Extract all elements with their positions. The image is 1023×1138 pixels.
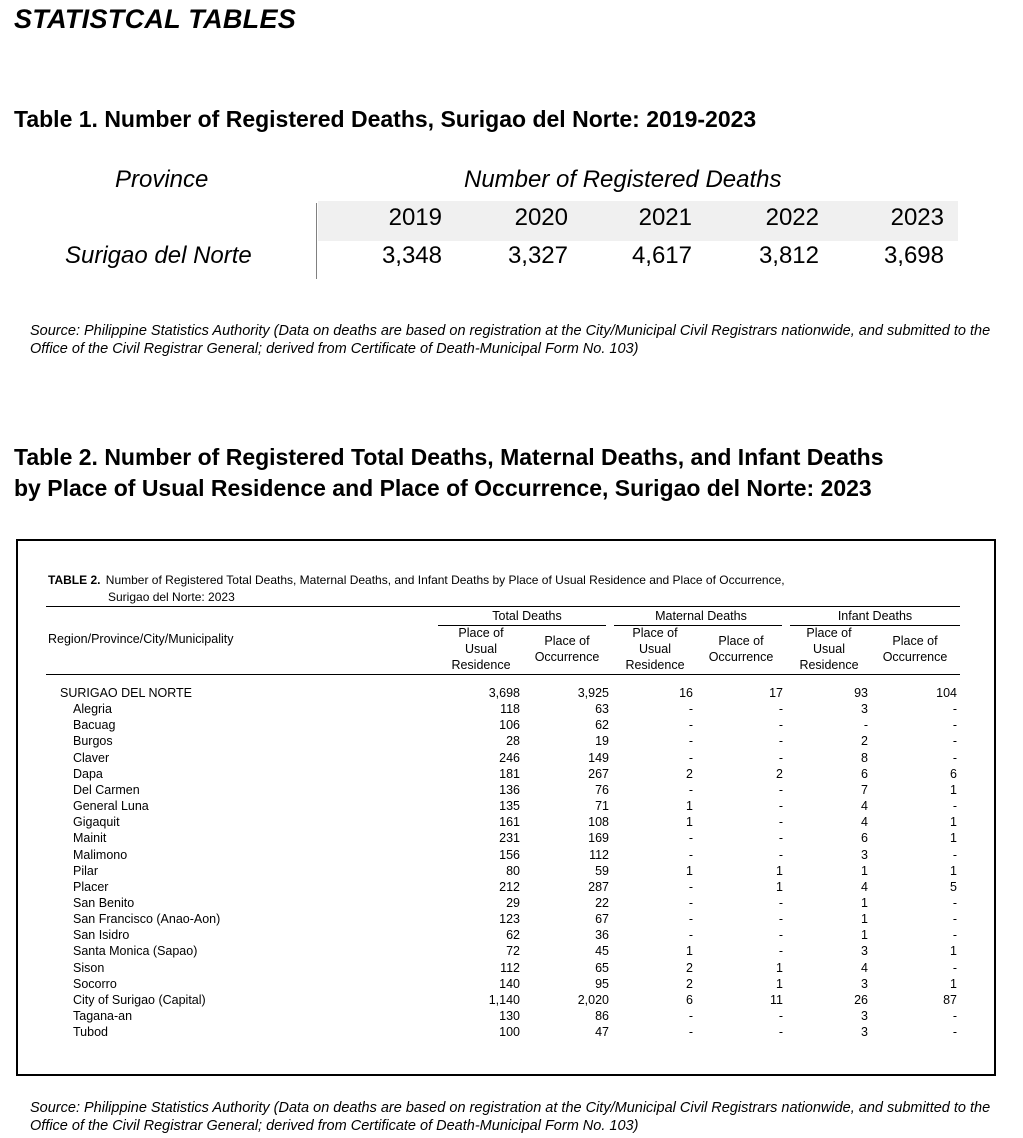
value-cell: 1 xyxy=(950,831,957,846)
municipality-name-cell: Mainit xyxy=(73,831,107,846)
value-cell: 1 xyxy=(776,879,783,894)
value-cell: 3 xyxy=(861,847,868,862)
value-cell: 8 xyxy=(861,750,868,765)
municipality-name-cell: Tagana-an xyxy=(73,1009,133,1023)
value-cell: - xyxy=(688,831,693,846)
value-cell: - xyxy=(952,847,957,862)
value-cell: - xyxy=(778,912,783,927)
value-cell: 1 xyxy=(776,863,783,878)
value-cell: 47 xyxy=(595,1025,609,1040)
value-cell: 135 xyxy=(499,799,520,814)
value-cell: 72 xyxy=(506,944,520,959)
table1-value: 3,348 xyxy=(381,242,442,269)
value-cell: - xyxy=(952,895,957,910)
table1-year: 2019 xyxy=(388,204,442,231)
municipality-name-cell: Malimono xyxy=(73,847,128,862)
value-cell: 287 xyxy=(588,879,609,894)
table2-inner-title-line2: Surigao del Norte: 2023 xyxy=(108,590,235,604)
value-cell: 71 xyxy=(595,799,609,814)
value-cell: 80 xyxy=(506,863,520,878)
value-cell: 123 xyxy=(499,912,520,927)
value-cell: - xyxy=(778,734,783,749)
table1-value: 3,812 xyxy=(758,242,819,269)
table1-year: 2020 xyxy=(514,204,568,231)
value-cell: 4 xyxy=(861,879,868,894)
table2-subheader-residence: Place of Usual Residence xyxy=(451,626,511,672)
municipality-name-cell: Alegria xyxy=(73,702,112,717)
value-cell: 3 xyxy=(861,1009,868,1023)
table2-group-total: Total Deaths xyxy=(492,609,562,623)
municipality-name-cell: Placer xyxy=(73,879,109,894)
value-cell: 6 xyxy=(950,766,957,781)
value-cell: - xyxy=(688,1025,693,1040)
value-cell: 86 xyxy=(595,1009,609,1023)
value-cell: 108 xyxy=(588,815,609,830)
value-cell: 1 xyxy=(861,912,868,927)
value-cell: 19 xyxy=(595,734,609,749)
value-cell: 2,020 xyxy=(577,992,609,1007)
table2-title-line1: Table 2. Number of Registered Total Deaths, Maternal Deaths, and Infant Deaths xyxy=(14,444,884,470)
value-cell: 87 xyxy=(943,992,957,1007)
municipality-name-cell: Pilar xyxy=(73,863,99,878)
value-cell: 2 xyxy=(686,766,693,781)
value-cell: 3,698 xyxy=(488,686,520,700)
value-cell: 3 xyxy=(861,976,868,991)
value-cell: - xyxy=(688,702,693,717)
value-cell: 1 xyxy=(686,944,693,959)
value-cell: 4 xyxy=(861,799,868,814)
value-cell: 7 xyxy=(861,782,868,797)
value-cell: 1 xyxy=(950,976,957,991)
value-cell: 2 xyxy=(686,960,693,975)
value-cell: 1,140 xyxy=(488,992,520,1007)
value-cell: - xyxy=(952,1009,957,1023)
value-cell: 1 xyxy=(950,815,957,830)
value-cell: 59 xyxy=(595,863,609,878)
value-cell: - xyxy=(688,928,693,943)
value-cell: - xyxy=(688,912,693,927)
municipality-name-cell: Socorro xyxy=(73,976,117,991)
value-cell: 62 xyxy=(506,928,520,943)
value-cell: - xyxy=(778,782,783,797)
value-cell: 1 xyxy=(861,928,868,943)
value-cell: 28 xyxy=(506,734,520,749)
value-cell: - xyxy=(952,912,957,927)
value-cell: 112 xyxy=(500,960,520,975)
table1-year: 2023 xyxy=(890,204,944,231)
value-cell: 4 xyxy=(861,815,868,830)
municipality-name-cell: Sison xyxy=(73,960,105,975)
table2-source-note: Source: Philippine Statistics Authority (Data on deaths are based on registration at the City/Municipal Civil Registrars nationwide, and submitted to the Office of the Civil Registrar General; derived from Certificate of Death-Municipal Form No. 103) xyxy=(30,1100,991,1134)
value-cell: 29 xyxy=(506,895,520,910)
value-cell: 22 xyxy=(595,895,609,910)
value-cell: - xyxy=(952,799,957,814)
value-cell: 1 xyxy=(950,944,957,959)
table1-value: 4,617 xyxy=(631,242,692,269)
value-cell: - xyxy=(688,1009,693,1023)
value-cell: 2 xyxy=(861,734,868,749)
value-cell: 118 xyxy=(500,702,520,717)
value-cell: 1 xyxy=(686,799,693,814)
value-cell: 104 xyxy=(936,686,957,700)
table1-col-header: Province xyxy=(115,166,209,193)
municipality-name-cell: Bacuag xyxy=(73,718,116,733)
value-cell: 1 xyxy=(686,815,693,830)
province-name-cell: SURIGAO DEL NORTE xyxy=(60,686,192,700)
value-cell: 246 xyxy=(499,750,520,765)
table2-label: TABLE 2. xyxy=(48,573,101,587)
value-cell: 3 xyxy=(861,1025,868,1040)
table2-top-rule xyxy=(46,606,960,607)
value-cell: - xyxy=(778,847,783,862)
value-cell: 3 xyxy=(861,702,868,717)
value-cell: - xyxy=(778,1025,783,1040)
value-cell: 93 xyxy=(854,686,868,700)
value-cell: - xyxy=(688,750,693,765)
value-cell: - xyxy=(778,750,783,765)
table2-title-line2: by Place of Usual Residence and Place of Occurrence, Surigao del Norte: 2023 xyxy=(14,475,872,501)
value-cell: - xyxy=(952,750,957,765)
municipality-name-cell: Santa Monica (Sapao) xyxy=(73,944,198,959)
value-cell: - xyxy=(778,718,783,733)
table1-year: 2021 xyxy=(638,204,692,231)
table1-province-name: Surigao del Norte xyxy=(65,242,252,269)
table2-subheader-occurrence: Place of Occurrence xyxy=(882,634,948,664)
value-cell: 16 xyxy=(679,686,693,700)
value-cell: - xyxy=(778,928,783,943)
value-cell: 36 xyxy=(595,928,609,943)
value-cell: 62 xyxy=(595,718,609,733)
value-cell: 2 xyxy=(776,766,783,781)
value-cell: - xyxy=(688,734,693,749)
value-cell: 136 xyxy=(499,782,520,797)
value-cell: 45 xyxy=(595,944,609,959)
municipality-name-cell: Del Carmen xyxy=(73,782,140,797)
table1-source-note: Source: Philippine Statistics Authority (Data on deaths are based on registration at the City/Municipal Civil Registrars nationwide, and submitted to the Office of the Civil Registrar General; derived from Certificate of Death-Municipal Form No. 103) xyxy=(30,323,991,357)
table2-header-rule xyxy=(46,674,960,675)
value-cell: 1 xyxy=(776,976,783,991)
value-cell: 1 xyxy=(861,895,868,910)
value-cell: 1 xyxy=(686,863,693,878)
value-cell: 6 xyxy=(686,992,693,1007)
value-cell: 76 xyxy=(595,782,609,797)
page-title: STATISTCAL TABLES xyxy=(14,4,297,34)
value-cell: 149 xyxy=(588,750,609,765)
municipality-name-cell: Gigaquit xyxy=(73,815,120,830)
value-cell: - xyxy=(688,782,693,797)
value-cell: 3,925 xyxy=(577,686,609,700)
table2-subheader-occurrence: Place of Occurrence xyxy=(708,634,774,664)
municipality-name-cell: Burgos xyxy=(73,734,113,749)
value-cell: 2 xyxy=(686,976,693,991)
value-cell: 11 xyxy=(770,992,783,1007)
value-cell: - xyxy=(952,960,957,975)
value-cell: - xyxy=(952,702,957,717)
table2-row-header: Region/Province/City/Municipality xyxy=(48,632,234,646)
value-cell: 3 xyxy=(861,944,868,959)
value-cell: 95 xyxy=(595,976,609,991)
value-cell: 100 xyxy=(499,1025,520,1040)
value-cell: 4 xyxy=(861,960,868,975)
value-cell: 5 xyxy=(950,879,957,894)
value-cell: - xyxy=(778,831,783,846)
value-cell: 181 xyxy=(499,766,520,781)
value-cell: 1 xyxy=(776,960,783,975)
value-cell: 26 xyxy=(854,992,868,1007)
table1-group-header: Number of Registered Deaths xyxy=(464,166,782,193)
value-cell: - xyxy=(688,718,693,733)
value-cell: 6 xyxy=(861,831,868,846)
value-cell: 267 xyxy=(588,766,609,781)
value-cell: 231 xyxy=(499,831,520,846)
value-cell: - xyxy=(688,847,693,862)
value-cell: 212 xyxy=(499,879,520,894)
municipality-name-cell: General Luna xyxy=(73,799,149,814)
municipality-name-cell: City of Surigao (Capital) xyxy=(73,992,206,1007)
value-cell: - xyxy=(778,895,783,910)
value-cell: - xyxy=(778,944,783,959)
value-cell: 67 xyxy=(595,912,609,927)
value-cell: - xyxy=(688,895,693,910)
value-cell: - xyxy=(952,1025,957,1040)
value-cell: 156 xyxy=(499,847,520,862)
value-cell: - xyxy=(778,1009,783,1023)
value-cell: 130 xyxy=(499,1009,520,1023)
value-cell: 112 xyxy=(589,847,609,862)
value-cell: 161 xyxy=(499,815,520,830)
value-cell: 65 xyxy=(595,960,609,975)
value-cell: 17 xyxy=(769,686,783,700)
value-cell: - xyxy=(688,879,693,894)
municipality-name-cell: Tubod xyxy=(73,1025,108,1040)
value-cell: 106 xyxy=(499,718,520,733)
table2-inner-title xyxy=(48,573,785,587)
table2-subheader-residence: Place of Usual Residence xyxy=(799,626,859,672)
value-cell: - xyxy=(778,799,783,814)
table1-title: Table 1. Number of Registered Deaths, Surigao del Norte: 2019-2023 xyxy=(14,106,757,132)
municipality-name-cell: San Isidro xyxy=(73,928,130,943)
value-cell: - xyxy=(863,718,868,733)
value-cell: 169 xyxy=(588,831,609,846)
value-cell: - xyxy=(778,702,783,717)
value-cell: - xyxy=(952,734,957,749)
value-cell: 1 xyxy=(861,863,868,878)
value-cell: 140 xyxy=(499,976,520,991)
value-cell: 63 xyxy=(595,702,609,717)
table2-inner-title-line1: Number of Registered Total Deaths, Maternal Deaths, and Infant Deaths by Place of Usual Residence and Place of Occurrence, xyxy=(105,573,785,587)
table2-subheader-occurrence: Place of Occurrence xyxy=(534,634,600,664)
value-cell: - xyxy=(952,718,957,733)
value-cell: 1 xyxy=(950,782,957,797)
municipality-name-cell: San Benito xyxy=(73,895,135,910)
value-cell: - xyxy=(952,928,957,943)
table1-value: 3,327 xyxy=(507,242,568,269)
table2-group-maternal: Maternal Deaths xyxy=(655,609,747,623)
table2-group-infant: Infant Deaths xyxy=(837,609,913,623)
table1-year: 2022 xyxy=(765,204,819,231)
table1-value: 3,698 xyxy=(883,242,944,269)
value-cell: - xyxy=(778,815,783,830)
value-cell: 1 xyxy=(950,863,957,878)
municipality-name-cell: Claver xyxy=(73,750,110,765)
value-cell: 6 xyxy=(861,766,868,781)
municipality-name-cell: San Francisco (Anao-Aon) xyxy=(73,912,221,927)
municipality-name-cell: Dapa xyxy=(73,766,103,781)
table2-subheader-residence: Place of Usual Residence xyxy=(625,626,685,672)
